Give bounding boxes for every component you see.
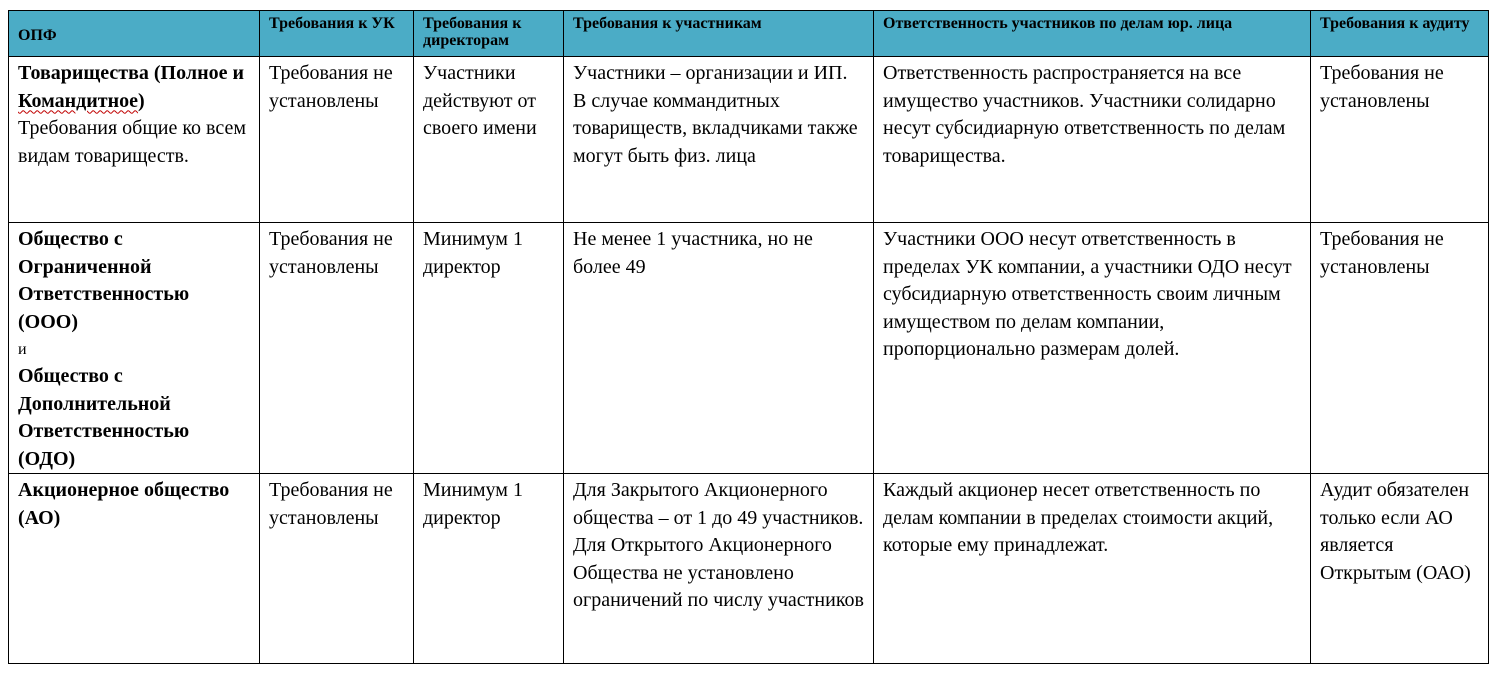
header-uk-requirements: Требования к УК (260, 11, 414, 57)
participants-closed-jsc: Для Закрытого Акционерного общества – от 1 до 49 участников. (573, 479, 864, 529)
cell-opf (9, 223, 260, 474)
opf-title-alc: Общество с Дополнительной Ответственностью (ОДО) (18, 365, 190, 470)
table-row-llc (9, 223, 1489, 474)
header-opf: ОПФ (9, 11, 260, 57)
cell-audit: Требования не установлены (1311, 57, 1489, 223)
cell-opf (9, 57, 260, 223)
table-row-jsc (9, 474, 1489, 664)
cell-participants (564, 474, 874, 664)
cell-uk: Требования не установлены (260, 57, 414, 223)
cell-uk: Требования не установлены (260, 223, 414, 474)
opf-conjunction: и (18, 341, 27, 358)
table-body (9, 57, 1489, 664)
cell-directors: Участники действуют от своего имени (414, 57, 564, 223)
opf-title-jsc: Акционерное общество (АО) (18, 479, 230, 529)
cell-liability: Каждый акционер несет ответственность по делам компании в пределах стоимости акций, которые ему принадлежат. (874, 474, 1311, 664)
cell-audit: Аудит обязателен только если АО является Открытым (ОАО) (1311, 474, 1489, 664)
cell-audit: Требования не установлены (1311, 223, 1489, 474)
header-liability: Ответственность участников по делам юр. лица (874, 11, 1311, 57)
opf-title-llc: Общество с Ограниченной Ответственностью (ООО) (18, 228, 190, 333)
table-header (9, 11, 1489, 57)
participants-open-jsc: Для Открытого Акционерного Общества не установлено ограничений по числу участников (573, 534, 864, 611)
header-row (9, 11, 1489, 57)
opf-title: Товарищества (Полное и Командитное) (18, 62, 244, 112)
cell-directors: Минимум 1 директор (414, 474, 564, 664)
cell-directors: Минимум 1 директор (414, 223, 564, 474)
cell-liability: Участники ООО несут ответственность в пределах УК компании, а участники ОДО несут субсидиарную ответственность своим личным имуществом по делам компании, пропорционально размерам долей. (874, 223, 1311, 474)
cell-participants: Не менее 1 участника, но не более 49 (564, 223, 874, 474)
cell-participants: Участники – организации и ИП. В случае коммандитных товариществ, вкладчиками также могут быть физ. лица (564, 57, 874, 223)
cell-uk: Требования не установлены (260, 474, 414, 664)
header-participant-requirements: Требования к участникам (564, 11, 874, 57)
opf-note: Требования общие ко всем видам товариществ. (18, 117, 247, 167)
cell-liability: Ответственность распространяется на все имущество участников. Участники солидарно несут субсидиарную ответственность по делам товарищества. (874, 57, 1311, 223)
opf-comparison-table (8, 10, 1489, 664)
table-row-partnerships (9, 57, 1489, 223)
header-director-requirements: Требования к директорам (414, 11, 564, 57)
cell-opf (9, 474, 260, 664)
header-audit-requirements: Требования к аудиту (1311, 11, 1489, 57)
